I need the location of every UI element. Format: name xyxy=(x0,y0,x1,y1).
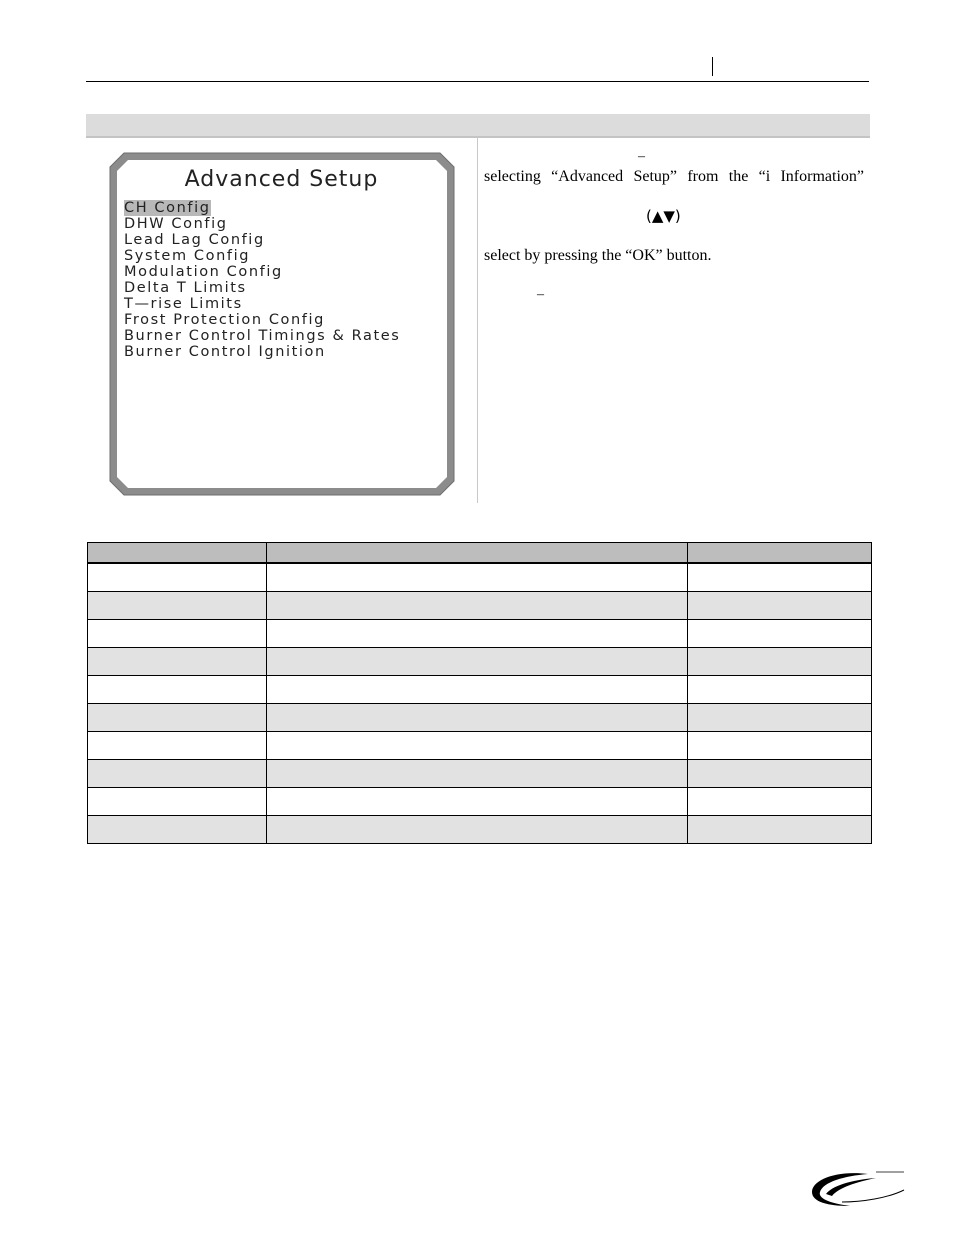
swoosh-logo-icon xyxy=(806,1168,908,1210)
header-divider-tick xyxy=(712,57,713,76)
table-cell xyxy=(267,788,688,816)
table-cell xyxy=(688,788,872,816)
table-cell xyxy=(688,563,872,592)
table-row xyxy=(88,676,872,704)
instruction-dash: – xyxy=(638,149,645,164)
table-cell xyxy=(688,816,872,844)
menu-item-ch-config[interactable]: CH Config xyxy=(124,200,211,216)
table-cell xyxy=(88,816,267,844)
instruction-line-ok: select by pressing the “OK” button. xyxy=(484,247,712,264)
menu-item-t-rise-limits[interactable]: T—rise Limits xyxy=(124,296,243,312)
table-row xyxy=(88,648,872,676)
column-divider xyxy=(477,137,478,503)
menu-item-dhw-config[interactable]: DHW Config xyxy=(124,216,228,232)
table-cell xyxy=(88,732,267,760)
table-cell xyxy=(267,704,688,732)
table-row xyxy=(88,760,872,788)
table-cell xyxy=(88,676,267,704)
instruction-dash-2: – xyxy=(537,287,544,302)
table-cell xyxy=(688,732,872,760)
table-cell xyxy=(267,592,688,620)
menu-item-burner-control-ignition[interactable]: Burner Control Ignition xyxy=(124,344,326,360)
table-cell xyxy=(267,760,688,788)
table-row xyxy=(88,816,872,844)
section-heading-bar xyxy=(86,114,870,138)
table-header-cell xyxy=(88,543,267,564)
table-cell xyxy=(88,760,267,788)
table-cell xyxy=(688,704,872,732)
header-rule xyxy=(86,81,869,82)
menu-item-system-config[interactable]: System Config xyxy=(124,248,251,264)
table-header-row xyxy=(88,543,872,564)
menu-item-burner-control-timings[interactable]: Burner Control Timings & Rates xyxy=(124,328,401,344)
table-cell xyxy=(88,704,267,732)
table-cell xyxy=(688,648,872,676)
screen-title: Advanced Setup xyxy=(184,167,379,192)
table-cell xyxy=(267,732,688,760)
table-cell xyxy=(267,676,688,704)
table-row xyxy=(88,788,872,816)
table-row xyxy=(88,592,872,620)
table-cell xyxy=(267,620,688,648)
table-cell xyxy=(267,648,688,676)
table-cell xyxy=(688,676,872,704)
table-cell xyxy=(267,816,688,844)
table-cell xyxy=(88,563,267,592)
table-cell xyxy=(688,760,872,788)
menu-item-lead-lag-config[interactable]: Lead Lag Config xyxy=(124,232,265,248)
menu-item-frost-protection-config[interactable]: Frost Protection Config xyxy=(124,312,325,328)
advanced-setup-menu xyxy=(124,200,400,360)
table-cell xyxy=(688,592,872,620)
table-header-cell xyxy=(267,543,688,564)
arrow-keys-label: (▲▼) xyxy=(646,207,681,225)
table-row xyxy=(88,732,872,760)
instruction-line-selecting: selecting “Advanced Setup” from the “i Information” xyxy=(484,168,864,185)
table-header-cell xyxy=(688,543,872,564)
menu-item-modulation-config[interactable]: Modulation Config xyxy=(124,264,283,280)
table-cell xyxy=(88,592,267,620)
table-cell xyxy=(88,620,267,648)
table-cell xyxy=(688,620,872,648)
table-cell xyxy=(88,788,267,816)
table-cell xyxy=(267,563,688,592)
table-row xyxy=(88,563,872,592)
table-row xyxy=(88,704,872,732)
table-row xyxy=(88,620,872,648)
settings-table xyxy=(87,542,872,844)
menu-item-delta-t-limits[interactable]: Delta T Limits xyxy=(124,280,247,296)
table-cell xyxy=(88,648,267,676)
